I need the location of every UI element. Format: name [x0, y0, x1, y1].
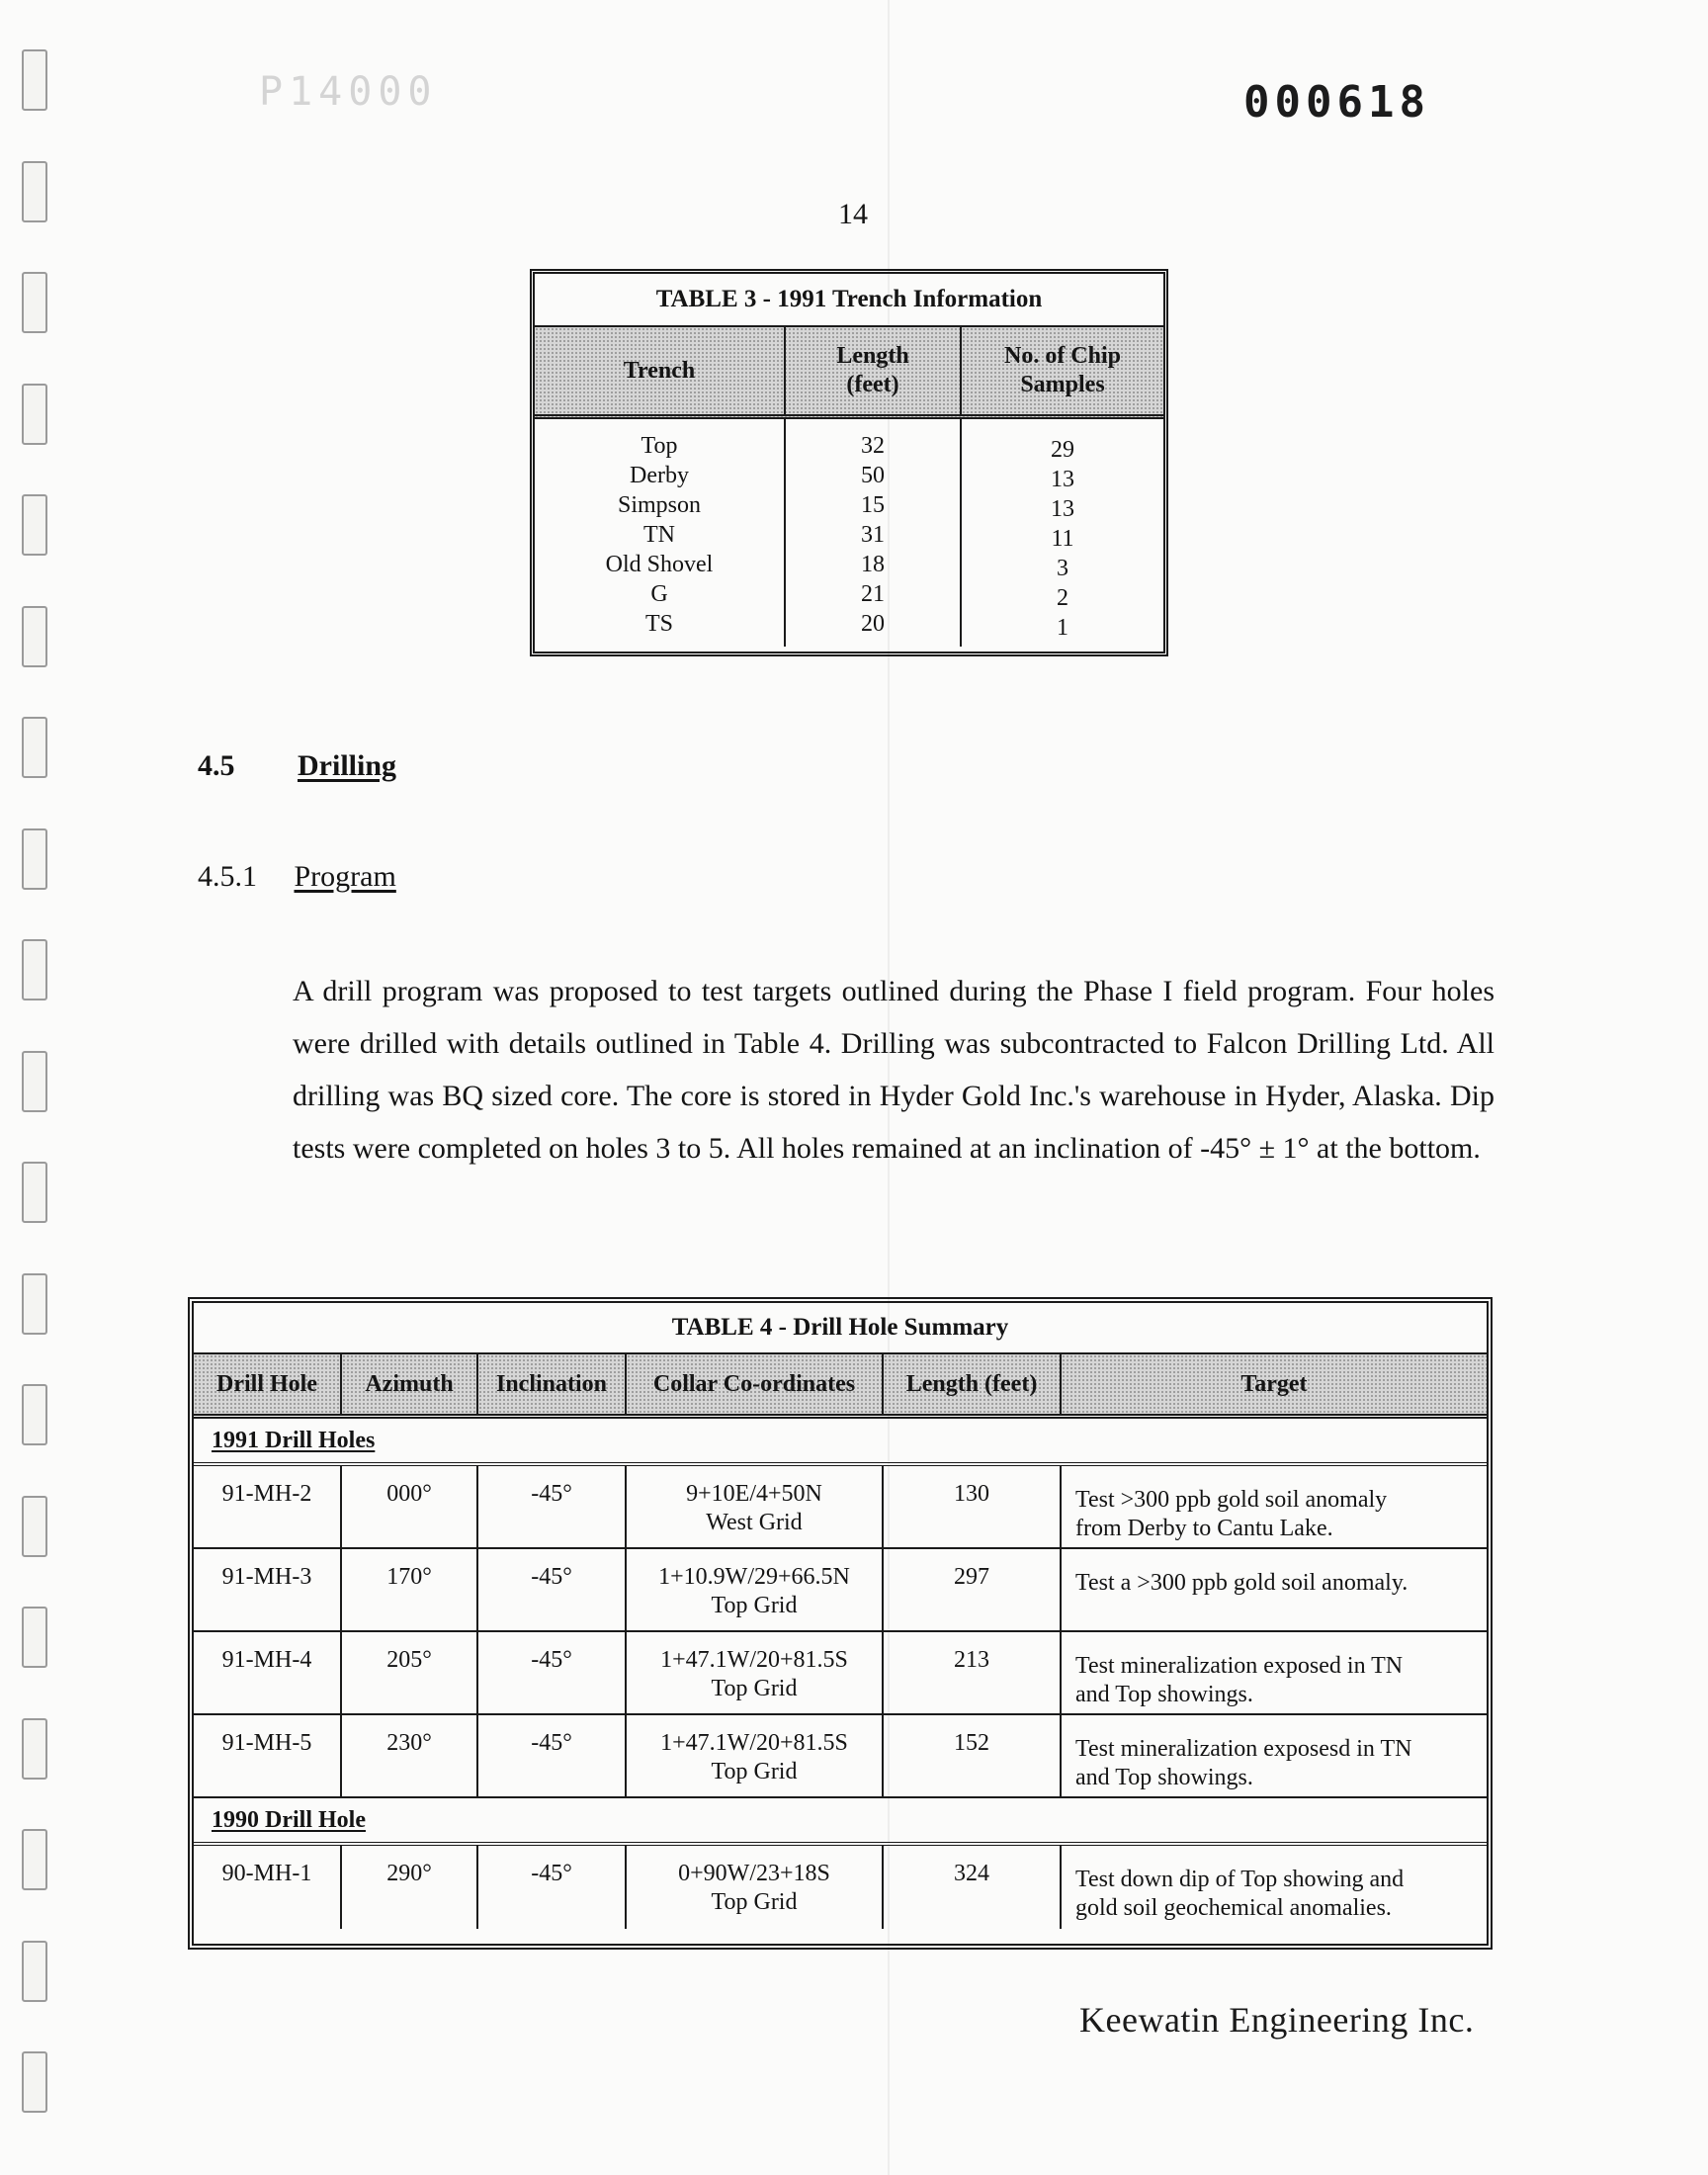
table-4-header	[194, 1354, 1487, 1419]
binder-hole	[22, 2051, 47, 2113]
section-number: 4.5	[198, 749, 235, 782]
table-row: 91-MH-2 000° -45° 9+10E/4+50N West Grid 130 Test >300 ppb gold soil anomaly from Derby to Cantu Lake.	[194, 1466, 1487, 1549]
binder-hole	[22, 1162, 47, 1223]
header-inclination: Inclination	[478, 1354, 627, 1414]
table-cell: G	[650, 581, 668, 607]
binder-hole	[22, 384, 47, 445]
binder-hole	[22, 1496, 47, 1557]
table-cell: 2	[1057, 585, 1068, 611]
table-3-body	[535, 419, 1163, 647]
header-chip-samples: No. of Chip Samples	[1003, 343, 1122, 397]
table-3-header	[535, 327, 1163, 419]
trench-column	[535, 419, 786, 647]
page-number: 14	[838, 198, 868, 230]
table-cell: 32	[861, 433, 885, 459]
binder-hole	[22, 939, 47, 1000]
table-cell: 3	[1057, 556, 1068, 581]
table-cell: 15	[861, 492, 885, 518]
table-cell: 50	[861, 463, 885, 488]
header-drill-hole: Drill Hole	[194, 1354, 342, 1414]
table-cell: 13	[1051, 496, 1074, 522]
subsection-title: Program	[294, 860, 396, 893]
table-cell: 13	[1051, 467, 1074, 492]
table-cell: 31	[861, 522, 885, 548]
table-cell: TN	[643, 522, 675, 548]
table-row: 90-MH-1 290° -45° 0+90W/23+18S Top Grid 324 Test down dip of Top showing and gold soil geochemical anomalies.	[194, 1846, 1487, 1929]
document-number-stamp: 000618	[1243, 77, 1430, 128]
section-1991: 1991 Drill Holes	[194, 1419, 1487, 1466]
program-paragraph: A drill program was proposed to test targets outlined during the Phase I field program. Four holes were drilled with details outlined in Table 4. Drilling was subcontracted to Falcon Drilling Ltd. All drilling was BQ sized core. The core is stored in Hyder Gold Inc.'s warehouse in Hyder, Alaska. Dip tests were completed on holes 3 to 5. All holes remained at an inclination of -45° ± 1° at the bottom.	[293, 975, 1494, 1165]
table-cell: 1	[1057, 615, 1068, 641]
header-length: Length (feet)	[786, 327, 962, 414]
table-row: 91-MH-3 170° -45° 1+10.9W/29+66.5N Top Grid 297 Test a >300 ppb gold soil anomaly.	[194, 1549, 1487, 1632]
table-cell: Top	[640, 433, 678, 459]
binder-hole	[22, 1941, 47, 2002]
table-cell: Derby	[630, 463, 689, 488]
table-cell: 21	[861, 581, 885, 607]
binder-hole	[22, 1718, 47, 1780]
binder-hole	[22, 717, 47, 778]
table-3-title: TABLE 3 - 1991 Trench Information	[535, 274, 1163, 327]
binder-hole	[22, 49, 47, 111]
binder-hole	[22, 1829, 47, 1890]
binder-hole	[22, 494, 47, 556]
binder-hole	[22, 161, 47, 222]
header-collar: Collar Co-ordinates	[627, 1354, 884, 1414]
header-length: Length (feet)	[884, 1354, 1062, 1414]
section-heading	[198, 749, 396, 783]
table-3	[530, 269, 1168, 656]
binder-hole	[22, 272, 47, 333]
section-1990: 1990 Drill Hole	[194, 1798, 1487, 1846]
binder-hole	[22, 1384, 47, 1445]
company-footer: Keewatin Engineering Inc.	[1079, 2000, 1475, 2040]
subsection-heading	[198, 860, 396, 894]
header-azimuth: Azimuth	[342, 1354, 478, 1414]
table-cell: Old Shovel	[605, 552, 714, 577]
binder-hole	[22, 1607, 47, 1668]
table-row: 91-MH-4 205° -45° 1+47.1W/20+81.5S Top Grid 213 Test mineralization exposed in TN and Top showings.	[194, 1632, 1487, 1715]
table-cell: Simpson	[617, 492, 702, 518]
subsection-number: 4.5.1	[198, 860, 257, 893]
table-4-title: TABLE 4 - Drill Hole Summary	[194, 1303, 1487, 1354]
header-trench: Trench	[535, 327, 786, 414]
table-cell: 18	[861, 552, 885, 577]
chip-samples-column	[962, 419, 1163, 647]
table-cell: 29	[1051, 437, 1074, 463]
section-title: Drilling	[298, 749, 397, 782]
table-cell: 20	[861, 611, 885, 637]
table-4	[188, 1297, 1493, 1950]
binder-hole	[22, 828, 47, 890]
binder-hole	[22, 1273, 47, 1335]
binder-hole	[22, 606, 47, 667]
table-cell: TS	[644, 611, 673, 637]
faint-stamp: P14000	[259, 69, 438, 115]
length-column	[786, 419, 962, 647]
binder-hole	[22, 1051, 47, 1112]
binder-holes	[16, 49, 55, 2106]
table-cell: 11	[1051, 526, 1074, 552]
table-row: 91-MH-5 230° -45° 1+47.1W/20+81.5S Top Grid 152 Test mineralization exposesd in TN and Top showings.	[194, 1715, 1487, 1798]
header-target: Target	[1062, 1354, 1487, 1414]
